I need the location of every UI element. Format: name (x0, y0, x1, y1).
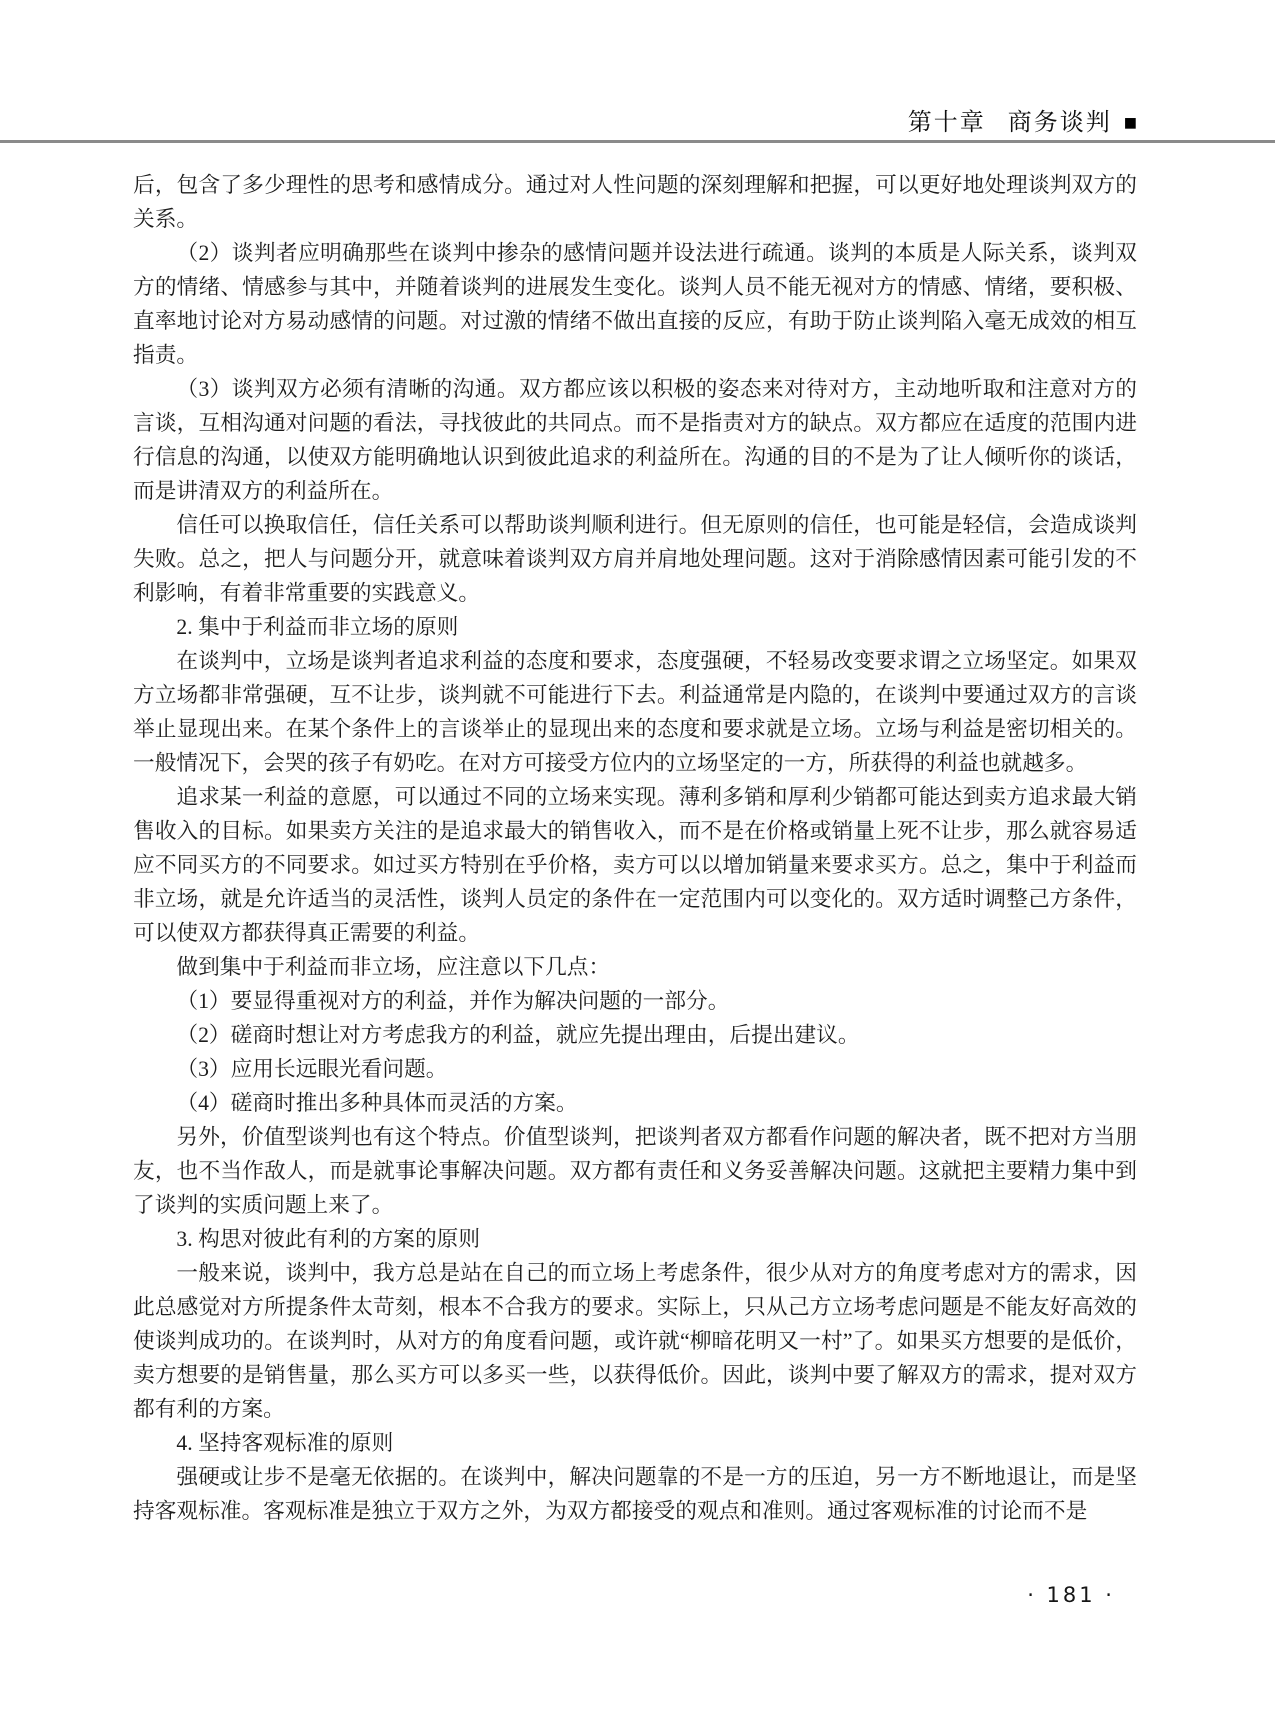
paragraph: 在谈判中，立场是谈判者追求利益的态度和要求，态度强硬，不轻易改变要求谓之立场坚定。如果双方立场都非常强硬，互不让步，谈判就不可能进行下去。利益通常是内隐的，在谈判中要通过双方的言谈举止显现出来。在某个条件上的言谈举止的显现出来的态度和要求就是立场。立场与利益是密切相关的。一般情况下，会哭的孩子有奶吃。在对方可接受方位内的立场坚定的一方，所获得的利益也就越多。 (133, 649, 1137, 775)
paragraph: （3）谈判双方必须有清晰的沟通。双方都应该以积极的姿态来对待对方，主动地听取和注意对方的言谈，互相沟通对问题的看法，寻找彼此的共同点。而不是指责对方的缺点。双方都应在适度的范围内进行信息的沟通，以使双方能明确地认识到彼此追求的利益所在。沟通的目的不是为了让人倾听你的谈话，而是讲清双方的利益所在。 (133, 377, 1137, 503)
chapter-label: 第十章 (907, 110, 986, 136)
list-item: （4）磋商时推出多种具体而灵活的方案。 (176, 1091, 578, 1115)
paragraph: 强硬或让步不是毫无依据的。在谈判中，解决问题靠的不是一方的压迫，另一方不断地退让，而是坚持客观标准。客观标准是独立于双方之外，为双方都接受的观点和准则。通过客观标准的讨论而不是 (133, 1465, 1137, 1523)
paragraph: 追求某一利益的意愿，可以通过不同的立场来实现。薄利多销和厚利少销都可能达到卖方追求最大销售收入的目标。如果卖方关注的是追求最大的销售收入，而不是在价格或销量上死不让步，那么就容易适应不同买方的不同要求。如过买方特别在乎价格，卖方可以以增加销量来要求买方。总之，集中于利益而非立场，就是允许适当的灵活性，谈判人员定的条件在一定范围内可以变化的。双方适时调整己方条件，可以使双方都获得真正需要的利益。 (133, 785, 1137, 945)
list-item: （1）要显得重视对方的利益，并作为解决问题的一部分。 (176, 989, 730, 1013)
page-footer (1027, 1583, 1115, 1607)
header-rule (0, 140, 1275, 143)
section-heading: 4. 坚持客观标准的原则 (176, 1431, 394, 1455)
section-heading: 3. 构思对彼此有利的方案的原则 (176, 1227, 481, 1251)
paragraph: （2）谈判者应明确那些在谈判中掺杂的感情问题并设法进行疏通。谈判的本质是人际关系，谈判双方的情绪、情感参与其中，并随着谈判的进展发生变化。谈判人员不能无视对方的情感、情绪，要积极、直率地讨论对方易动感情的问题。对过激的情绪不做出直接的反应，有助于防止谈判陷入毫无成效的相互指责。 (133, 241, 1137, 367)
section-heading: 2. 集中于利益而非立场的原则 (176, 615, 459, 639)
paragraph: 另外，价值型谈判也有这个特点。价值型谈判，把谈判者双方都看作问题的解决者，既不把对方当朋友，也不当作敌人，而是就事论事解决问题。双方都有责任和义务妥善解决问题。这就把主要精力集中到了谈判的实质问题上来了。 (133, 1125, 1137, 1217)
chapter-end-square-icon: ■ (1123, 110, 1137, 135)
paragraph: 做到集中于利益而非立场，应注意以下几点： (176, 955, 611, 979)
list-item: （3）应用长远眼光看问题。 (176, 1057, 448, 1081)
body-text (133, 168, 1137, 1528)
paragraph: 一般来说，谈判中，我方总是站在自己的而立场上考虑条件，很少从对方的角度考虑对方的需求，因此总感觉对方所提条件太苛刻，根本不合我方的要求。实际上，只从己方立场考虑问题是不能友好高效的使谈判成功的。在谈判时，从对方的角度看问题，或许就“柳暗花明又一村”了。如果买方想要的是低价，卖方想要的是销售量，那么买方可以多买一些，以获得低价。因此，谈判中要了解双方的需求，提对双方都有利的方案。 (133, 1261, 1137, 1421)
list-item: （2）磋商时想让对方考虑我方的利益，就应先提出理由，后提出建议。 (176, 1023, 860, 1047)
page-header (0, 102, 1137, 137)
paragraph-continuation: 后，包含了多少理性的思考和感情成分。通过对人性问题的深刻理解和把握，可以更好地处理谈判双方的关系。 (133, 173, 1137, 231)
chapter-title: 商务谈判 (1007, 110, 1112, 136)
paragraph: 信任可以换取信任，信任关系可以帮助谈判顺利进行。但无原则的信任，也可能是轻信，会造成谈判失败。总之，把人与问题分开，就意味着谈判双方肩并肩地处理问题。这对于消除感情因素可能引发的不利影响，有着非常重要的实践意义。 (133, 513, 1137, 605)
page-number: · 181 · (1027, 1583, 1115, 1607)
